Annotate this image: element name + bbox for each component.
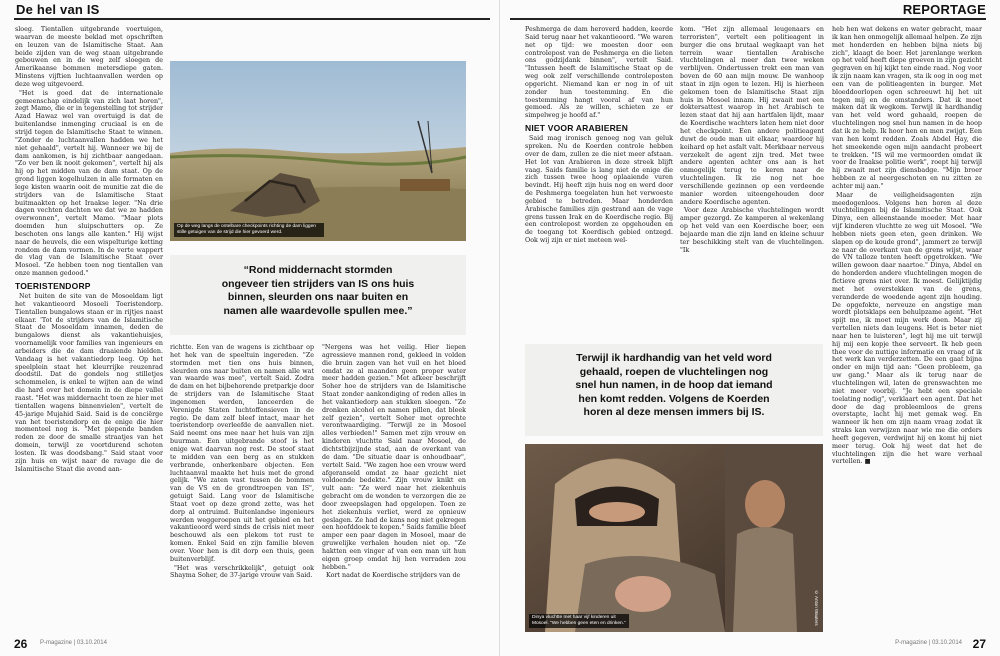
paragraph: richtte. Een van de wagens is zichtbaar op het hek van de speeltuin ingereden. "Ze stormden met tien ons huis binnen, sleurden ons naar buiten en namen alle wat van waarde was mee", vertelt Said. Zodra de dam en het bijbehorende pretparkje door de strijders van de Islamitische Staat ingenomen werden, lanceerden de Verenigde Staten luchtoffensieven in de regio. De dam zelf bleef intact, maar het toeristendorp overleefde de aanvallen niet. Said neemt ons mee naar het huis van zijn buurman. Een uitgebrande stoof is het enige wat daarvan nog rest. De stoof staat te midden van een berg as en stukken verbrande, onherkenbare objecten. Een luchtaanval maakte het huis met de grond gelijk. "We zaten vast tussen de bommen van de VS en de grondtroepen van IS", getuigt Said. Lang voor de Islamitische Staat voet op deze grond zette, was het dorp al ontruimd. Buitenlandse ingenieurs werden weggeroepen uit het gebied en het vakantieoord werd sinds de crisis niet meer beschouwd als een plekom tot rust te komen. Enkel Said en zijn familie bleven over. Voor hen is dit dorp een thuis, geen buitenverblijf.	[170, 344, 314, 563]
right-column-3	[832, 26, 982, 632]
paragraph: Peshmerga de dam heroverd hadden, keerde Said terug naar het vakantieoord. "We waren net op tijd: we moesten door een controlepost van de Peshmerga en die lieten ons godzijdank binnen", vertelt Said. "Intussen heeft de Islamitische Staat op de weg ook zelf verschillende controleposten opgericht. Niemand kan er nog in of uit zonder hun toestemming. En die toestemming hangt vooral af van hun gemoed. Als ze willen, schieten ze er simpelweg je hoofd af."	[525, 26, 673, 120]
section-title-right: REPORTAGE	[902, 2, 986, 17]
pull-quote-line: Terwijl ik hardhandig van het veld word	[576, 352, 772, 364]
left-column-2	[170, 344, 314, 632]
pull-quote	[170, 255, 466, 335]
pull-quote-line: ongeveer tien strijders van IS ons huis	[221, 277, 415, 290]
paragraph: "Het was verschrikkelijk", getuigt ook Shayma Soher, de 37-jarige vrouw van Said.	[170, 564, 314, 580]
pull-quote	[525, 344, 823, 436]
photo-checkpoint-road	[170, 61, 466, 241]
paragraph: "Het is goed dat de internationale gemeenschap eindelijk van zich laat horen", zegt Mamo, die er in tegenstelling tot strijder Azad Hawaz wel van overtuigd is dat de buitenlandse inmenging cruciaal is en de strijd tegen de Islamitische Staat te winnen. "Zonder de luchtaanvallen hadden we het niet gehaald", vertelt hij. Wanneer we bij de dam aankomen, is hij zichtbaar aangedaan. "Zo ver ben ik nooit gekomen", vertelt hij als hij op het midden van de dam staat. Op de grond liggen kogelhulzen in alle formaten en lege kisten waarin ooit de munitie zat die de strijders van de Islamitische Staat buitmaakten op het Iraakse leger. "Na drie dagen vechten dachten we dat we ze hadden overwonnen", vertelt Mamo. "Maar plots doemden hun sluipschutters op. Ze beschoten ons langs alle kanten." Hij wijst naar de heuvels, die een wispelturige ketting rondom de dam vormen. In de verte wappert de vlag van de Islamitische Staat over Mosoel. "Ze hebben toen nog tientallen van onze mannen gedood."	[15, 89, 163, 278]
page-footer: P-magazine | 03.10.2014	[40, 640, 107, 646]
page-footer: P-magazine | 03.10.2014	[895, 640, 962, 646]
photo-credit: © Anton Wauters	[814, 590, 819, 626]
paragraph: sloeg. Tientallen uitgebrande voertuigen, waarvan de meeste beklad met opschriften en leuzen van de Islamitische Staat. Aan beide zijden van de weg staan uitgebrande gebouwen en in de weg zelf sloegen de Amerikaanse bommen metersdiepe gaten. Minstens vijftien luchtaanvallen werden op deze weg uitgevoerd.	[15, 26, 163, 88]
photo-caption: Op de weg langs de ontelbare checkpoints richting de dam liggen stille getuigen van de strijd die hier gevoerd werd.	[174, 223, 324, 237]
paragraph: Kort nadat de Koerdische strijders van de	[326, 572, 461, 580]
right-column-1	[525, 26, 673, 336]
subheading: NIET VOOR ARABIEREN	[525, 123, 629, 134]
paragraph: Voor deze Arabische vluchtelingen wordt amper gezorgd. Ze kamperen al wekenlang op het veld van een Koerdische boer, een bejaarde man die zijn land en kleine schuur ter beschikking stelt van de vluchtelingen. "Ik	[680, 207, 824, 254]
right-page	[500, 0, 1000, 656]
paragraph: heb hen wat dekens en water gebracht, maar ik kan hen onmogelijk allemaal helpen. Ze zijn met honderden en hebben bijna niets bij zich", klaagt de boer. Het jarenlange werken op het veld heeft diepe groeven in zijn gezicht gegraven en hij kijkt ten einde raad. Nog voor ik zijn naam kan vragen, sta ik oog in oog met een van de politieagenten in burger. Met bloeddoorlopen ogen schreeuwt hij het uit tegen mij en de omstanders. Dat ik moet maken dat ik wegkom. Terwijl ik hardhandig van het veld word gehaald, roepen de vluchtelingen nog snel hun namen in de hoop dat ik ze help. Ik hoor hen en men zwijgt. Een van hen komt redden. Zoals Abdel Hay, die het smeekende ogen mijn aandacht probeert te trekken. "IS wil me vermoorden omdat ik voor de Iraakse politie werk", roept hij terwijl hij zwaait met zijn diensbadge. "Mijn broer hebben ze al neergeschoten en nu zitten ze achter mij aan."	[832, 26, 982, 190]
subheading: TOERISTENDORP	[15, 281, 91, 291]
paragraph: Said mag ironisch genoeg nog van geluk spreken. Nu de Koerden controle hebben over de dam, zullen ze die niet meer afstaan. Het lot van Arabieren in deze streek blijft vaag. Saids familie is lang niet de enige die zich tussen twee hoog oplaaiende vuren bevindt. Hij heeft zijn huis nog en werd door de Peshmerga toegelaten hun het verwoeste gebied te betreden. Maar honderden Arabische families zijn gestrand aan de vage grens tussen Irak en de Koerdische regio. Bij een controlepost worden ze opgehouden en de toegang tot Koerdisch gebied ontzegd. Ook wij zijn er niet meteen wel-	[525, 135, 673, 245]
pull-quote-line: gehaald, roepen de vluchtelingen nog	[579, 365, 769, 378]
pull-quote-line: hen komt redden. Volgens de Koerden	[578, 392, 770, 405]
pull-quote-line: namen alle waardevolle spullen mee.”	[223, 304, 413, 317]
caption-line: Mosoel. "We hebben geen eten en drinken."	[532, 621, 626, 626]
pull-quote-line: “Rond middernacht stormden	[243, 264, 393, 276]
left-column-1	[15, 26, 163, 632]
photo-caption	[529, 614, 629, 628]
landscape-image	[170, 61, 466, 241]
photo-refugee-family	[525, 444, 823, 632]
paragraph: Net buiten de site van de Mosoeldam ligt het vakantieoord Mosoeli Toeristendorp. Tientallen bungalows staan er in rijtjes naast elkaar. 'Tot de strijders van de Islamitische Staat de Mosoeldam innamen, deden de bungalows dienst als vakantiehuisjes, voornamelijk voor families van ingenieurs en arbeiders die de dam draaiende hielden. Vandaag is het vakantiedorp leeg. Op het speelplein staat het kleurrijke reuzenrad doodstil. Dat de gondels nog stilletjes schommelen, is enkel te wijten aan de wind die hard over het domein in de diepe vallei raast. "Het was middernacht toen ze hier met tientallen wagens binnenvielen", vertelt de 45-jarige Mujahid Said. Said is de conciërge van het toeristendorp en de enige die hier momenteel nog is. "Met piepende banden reden ze door de smalle straatjes van het domein, terwijl ze voortdurend schoten losten. Ik was doodsbang." Said staat voor zijn huis en wijst naar de ravage die de Islamitische Staat die avond aan-	[15, 293, 163, 473]
page-number: 26	[14, 637, 28, 651]
section-title-left: De hel van IS	[16, 2, 100, 17]
caption-line: Dinya vluchtte met haar vijf kinderen uit	[532, 615, 616, 620]
pull-quote-line: snel hun namen, in de hoop dat iemand	[575, 379, 773, 392]
paragraph: kom. "Het zijn allemaal leugenaars en terroristen", vertelt een politieagent in burger die ons brutaal wegkaapt van het terrein waar tientallen Arabische vluchtelingen al meer dan twee weken verblijven. Ondertussen trekt een man van boven de 60 aan mijn mouw. De wanhoop staat in zijn ogen te lezen. Hij is hierheen gekomen toen de Islamitische Staat zijn huis in Mosoel innam. Hij zwaait met een doktersattest waarop in het Arabisch te lezen staat dat hij aan hartfalen lijdt, maar de Koerdische wachters laten hem niet door het checkpoint. Een andere politieagent duwt de oude man uit elkaar, waardoor hij keihard op het asfalt valt. Merkbaar nerveus verzekelt de agent zijn tred. Met twee andere agenten achter ons aan is het onmogelijk terug te keren naar de vluchtelingen. Ik zie nog net hoe verschillende gezinnen op een verdeende manier worden uiteengehouden door andere Koerdische agenten.	[680, 26, 824, 206]
page-number: 27	[972, 637, 986, 651]
pull-quote-line: binnen, sleurden ons naar buiten en	[227, 291, 409, 304]
paragraph: "Nergens was het veilig. Hier liepen agressieve mannen rond, gekleed in volden die bruin zagen van het vuil en het bloed omdat ze al maanden geen proper water meer hadden gezien." Met afkeer beschrijft Soher hoe de strijders van de Islamitische Staat zonder aankondiging of reden alles in het vakantiedorp aan stukken sloegen. "Ze dronken alcohol en namen pillen, dat bleek zelf gezien", vertelt Soher met oprechte verontwaardiging. "Terwijl ze in Mosoel alles verbieden!" Samen met zijn vrouw en kinderen vluchtte Said naar Mosoel, de dichtstbijzijnde stad, aan de overkant van de dam. "De situatie daar is onhoudbaar", vertelt Said. "We zagen hoe een vrouw werd afgeranseld omdat ze haar gezicht niet voldoende bedekte." Zijn vrouw knikt en vult aan: "Ze werd naar het ziekenhuis gebracht om de wonden te verzorgen die ze door zweepslagen had opgelopen. Toen ze het ziekenhuis verliet, werd ze opnieuw geslagen. Ze had de kans nog niet gekregen een hoofddoek te kopen." Saids familie bleef amper een paar dagen in Mosoel, maar de gruwelijke verhalen houden niet op. "Ze haktten een vinger af van een man uit hun eigen groep omdat hij hen verraden zou hebben."	[322, 344, 466, 571]
paragraph: Maar de veiligheidsagenten zijn meedogenloos. Volgens hen horen al deze vluchtelingen bij de Islamitische Staat. Ook Dinya, een alleenstaande moeder. Met haar vijf kinderen vluchtte ze weg uit Mosoel. "We hebben niets geen eten, geen drinken. We slapen op de koude grond", jammert ze terwijl ze naar de overkant van de grens wijst, waar de VN talloze tenten heeft opgetrokken. "We willen gewoon daar naartoe." Dinya, Abdel en de honderden andere vluchtelingen mogen de fictieve grens niet over. Ik moest. Gelijktijdig met het overstekken van de grens, veranderde de woedende agent zijn houding. De opgefokte, nerveuze en angstige man wordt plotsklaps een behulpzame agent. "Het spijt me, ik moet mijn werk doen. Maar zij vertellen niets dan leugens. Het is beter niet naar hen te luisteren", legt hij me uit terwijl hij mij een kopje thee serveert. Ik heb geen thee voor de nuttige informatie en vraag of ik het werk kan verderzetten. De een gaat bijna onder en mijn tijd aan: "Geen probleem, ga uw gang." Maar als ik terug naar de vluchtelingen wil, laten de grenswachten me niet meer voorbij. "Je hebt een speciale toelating nodig", verklaart een agent. Dat het door de dag probleemloos de grens overstapte, lacht hij met gemak weg. En wanneer ik hen om zijn naam vraag zodat ik straks kan verwijzen naar wie me die orders heeft gegeven, verdwijnt hij en komt hij niet meer terug. Ook hij weet dat het de vluchtelingen zijn die het ware verhaal vertellen. ■	[832, 191, 982, 466]
pull-quote-line: horen al deze mensen immers bij IS.	[583, 406, 765, 419]
refugee-image	[525, 444, 823, 632]
left-column-3	[322, 344, 466, 632]
right-column-2	[680, 26, 824, 336]
